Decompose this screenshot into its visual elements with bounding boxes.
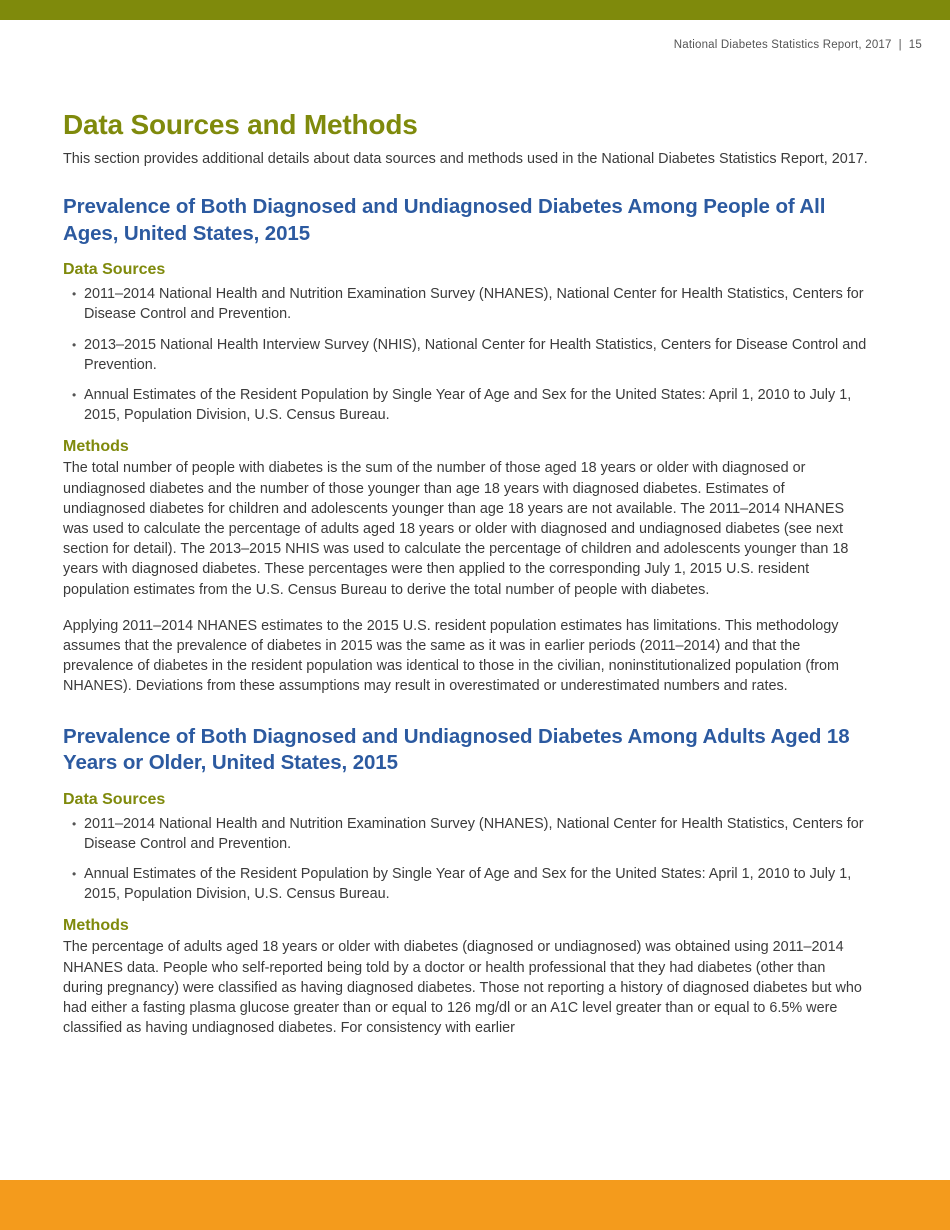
report-title: National Diabetes Statistics Report, 2017: [673, 39, 892, 51]
data-sources-list: [63, 814, 868, 905]
page-content: [63, 108, 868, 1038]
methods-paragraph: The percentage of adults aged 18 years or older with diabetes (diagnosed or undiagnosed) was obtained using 2011–2014 NHANES data. People who self-reported being told by a doctor or health professional that they had diabetes (other than during pregnancy) were classified as having diagnosed diabetes. Those not reporting a history of diagnosed diabetes but who had either a fasting plasma glucose greater than or equal to 126 mg/dl or an A1C level greater than or equal to 6.5% were classified as having undiagnosed diabetes. For consistency with earlier: [63, 939, 862, 1037]
list-item-text: Annual Estimates of the Resident Population by Single Year of Age and Sex for the United States: April 1, 2010 to July 1, 2015, Population Division, U.S. Census Bureau.: [84, 866, 852, 903]
section-adults: [63, 724, 868, 1039]
data-sources-heading: Data Sources: [63, 790, 166, 808]
list-item: [63, 284, 868, 324]
methods-paragraph: Applying 2011–2014 NHANES estimates to the 2015 U.S. resident population estimates has limitations. This methodology assumes that the prevalence of diabetes in 2015 was the same as it was in earlier periods (2011–2014) and that the prevalence of diabetes in the resident population was identical to those in the civilian, noninstitutionalized population (from NHANES). Deviations from these assumptions may result in overestimated or underestimated numbers and rates.: [63, 617, 839, 695]
top-color-bar: [0, 0, 950, 20]
data-sources-heading: Data Sources: [63, 261, 166, 279]
list-item-text: Annual Estimates of the Resident Population by Single Year of Age and Sex for the United States: April 1, 2010 to July 1, 2015, Population Division, U.S. Census Bureau.: [84, 387, 852, 424]
bottom-color-bar: [0, 1180, 950, 1230]
list-item-text: 2013–2015 National Health Interview Survey (NHIS), National Center for Health Statistics, Centers for Disease Control and Prevention.: [84, 336, 867, 373]
methods-paragraph: The total number of people with diabetes is the sum of the number of those aged 18 years or older with diagnosed or undiagnosed diabetes and the number of those younger than age 18 years with diagnosed diabetes. Estimates of undiagnosed diabetes for children and adolescents younger than age 18 years are not available. The 2011–2014 NHANES was used to calculate the percentage of adults aged 18 years or older with diagnosed and undiagnosed diabetes (see next section for detail). The 2013–2015 NHIS was used to calculate the percentage of children and adolescents younger than 18 years with diagnosed diabetes. These percentages were then applied to the corresponding July 1, 2015 U.S. resident population estimates from the U.S. Census Bureau to derive the total number of people with diabetes.: [63, 460, 849, 598]
data-sources-list: [63, 284, 868, 425]
intro-paragraph: This section provides additional details about data sources and methods used in the National Diabetes Statistics Report, 2017.: [63, 151, 868, 167]
bullet-icon: •: [72, 867, 77, 882]
list-item: [63, 814, 868, 854]
page-number: 15: [908, 39, 922, 51]
bullet-icon: •: [72, 816, 77, 831]
running-header: [674, 39, 922, 51]
section-title: Prevalence of Both Diagnosed and Undiagnosed Diabetes Among People of All Ages, United States, 2015: [63, 195, 826, 245]
section-title: Prevalence of Both Diagnosed and Undiagnosed Diabetes Among Adults Aged 18 Years or Older, United States, 2015: [63, 724, 850, 775]
methods-heading: Methods: [63, 438, 129, 456]
page-title: Data Sources and Methods: [63, 109, 418, 140]
list-item: [63, 385, 868, 425]
methods-heading: Methods: [63, 917, 129, 935]
list-item: [63, 864, 868, 904]
list-item-text: 2011–2014 National Health and Nutrition Examination Survey (NHANES), National Center for Health Statistics, Centers for Disease Control and Prevention.: [84, 286, 864, 323]
section-all-ages: [63, 194, 868, 696]
list-item: [63, 335, 868, 375]
list-item-text: 2011–2014 National Health and Nutrition Examination Survey (NHANES), National Center for Health Statistics, Centers for Disease Control and Prevention.: [84, 815, 864, 852]
bullet-icon: •: [72, 287, 77, 302]
header-separator: |: [898, 39, 902, 51]
bullet-icon: •: [72, 388, 77, 403]
bullet-icon: •: [72, 337, 77, 352]
